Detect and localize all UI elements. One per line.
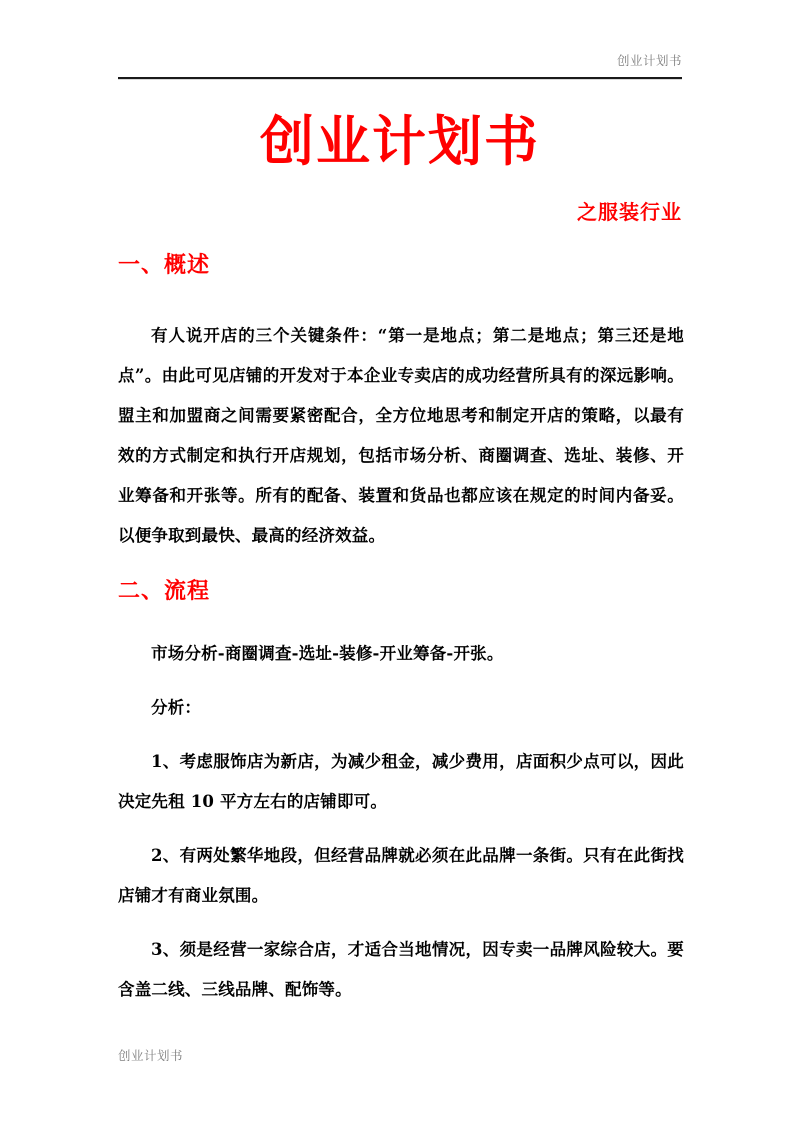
- paragraph-process-item-2: 2、有两处繁华地段，但经营品牌就必须在此品牌一条街。只有在此街找店铺才有商业氛围。: [118, 846, 684, 905]
- paragraph-overview-1: 有人说开店的三个关键条件：“第一是地点；第二是地点；第三还是地点”。由此可见店铺的开发对于本企业专卖店的成功经营所具有的深远影响。盟主和加盟商之间需要紧密配合，全方位地思考和制定开店的策略，以最有效的方式制定和执行开店规划，包括市场分析、商圈调查、选址、装修、开业筹备和开张等。所有的配备、装置和货品也都应该在规定的时间内备妥。以便争取到最快、最高的经济效益。: [118, 326, 684, 545]
- spacer: [118, 728, 684, 742]
- paragraph-process-item-3: 3、须是经营一家综合店，才适合当地情况，因专卖一品牌风险较大。要含盖二线、三线品牌、配饰等。: [118, 940, 684, 999]
- document-subtitle: 之服装行业: [577, 200, 682, 224]
- spacer: [118, 608, 684, 634]
- running-footer-text: 创业计划书: [118, 1048, 184, 1063]
- document-title: 创业计划书: [260, 109, 540, 173]
- running-header: [118, 50, 682, 70]
- paragraph-process-analysis-label: 分析：: [151, 698, 202, 717]
- header-divider-rule: [118, 77, 682, 80]
- spacer: [118, 556, 684, 574]
- running-footer: [118, 1045, 682, 1065]
- spacer: [118, 674, 684, 688]
- paragraph-process-flow: 市场分析-商圈调查-选址-装修-开业筹备-开张。: [151, 644, 504, 663]
- running-header-text: 创业计划书: [616, 53, 682, 68]
- spacer: [118, 916, 684, 930]
- section-heading-overview: 一、概述: [118, 252, 211, 278]
- paragraph-process-item-1: 1、考虑服饰店为新店，为减少租金，减少费用，店面积少点可以，因此决定先租 10 平方左右的店铺即可。: [118, 752, 684, 811]
- section-heading-process: 二、流程: [118, 578, 211, 604]
- spacer: [118, 282, 684, 316]
- document-body: [118, 248, 684, 1010]
- spacer: [118, 822, 684, 836]
